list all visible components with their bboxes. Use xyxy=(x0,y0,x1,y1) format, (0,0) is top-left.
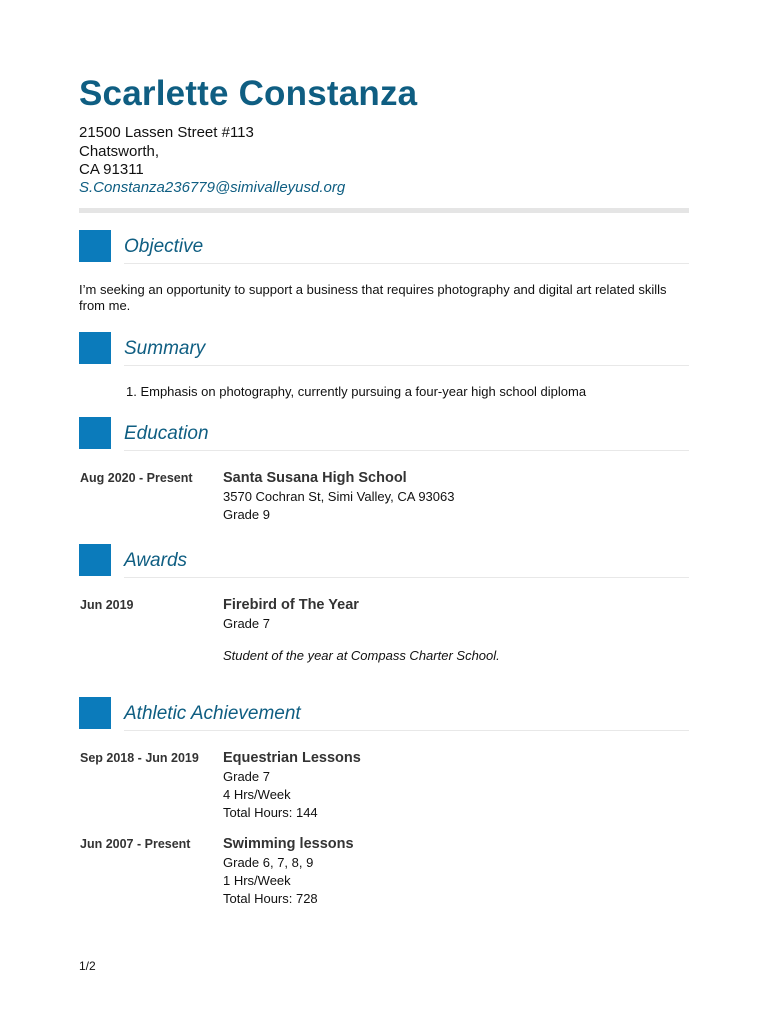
section-title: Education xyxy=(124,423,209,444)
section-marker xyxy=(79,697,111,729)
entry-title: Santa Susana High School xyxy=(223,470,407,486)
section-objective xyxy=(79,230,689,264)
section-title: Objective xyxy=(124,236,204,257)
entry-date: Jun 2007 - Present xyxy=(80,837,191,851)
entry-detail: Grade 7 xyxy=(223,769,270,784)
candidate-name: Scarlette Constanza xyxy=(79,74,418,113)
section-marker xyxy=(79,230,111,262)
entry-detail: 3570 Cochran St, Simi Valley, CA 93063 xyxy=(223,489,455,504)
entry-title: Firebird of The Year xyxy=(223,597,359,613)
entry-title: Equestrian Lessons xyxy=(223,750,361,766)
entry-detail: Grade 7 xyxy=(223,616,270,631)
section-marker xyxy=(79,544,111,576)
section-title: Summary xyxy=(124,338,206,359)
entry-detail: Total Hours: 144 xyxy=(223,805,318,820)
section-title: Athletic Achievement xyxy=(124,703,301,724)
section-divider xyxy=(124,365,689,366)
section-marker xyxy=(79,332,111,364)
section-divider xyxy=(124,263,689,264)
section-athletic xyxy=(79,697,689,731)
entry-detail: 1 Hrs/Week xyxy=(223,873,291,888)
section-title: Awards xyxy=(124,550,188,571)
entry-detail: Grade 9 xyxy=(223,507,270,522)
section-divider xyxy=(124,450,689,451)
address-line-2: Chatsworth, xyxy=(79,143,160,160)
entry-date: Jun 2019 xyxy=(80,598,134,612)
entry-note: Student of the year at Compass Charter School. xyxy=(223,648,500,663)
section-education xyxy=(79,417,689,451)
header-divider xyxy=(79,208,689,213)
section-summary xyxy=(79,332,689,366)
entry-detail: 4 Hrs/Week xyxy=(223,787,291,802)
page-number: 1/2 xyxy=(79,959,96,973)
objective-text: I’m seeking an opportunity to support a business that requires photography and digital art related skills from me. xyxy=(79,282,667,313)
email-link[interactable]: S.Constanza236779@simivalleyusd.org xyxy=(79,179,346,196)
section-divider xyxy=(124,730,689,731)
address-line-1: 21500 Lassen Street #113 xyxy=(79,124,254,141)
entry-detail: Total Hours: 728 xyxy=(223,891,318,906)
entry-date: Aug 2020 - Present xyxy=(80,471,193,485)
summary-item: 1. Emphasis on photography, currently pursuing a four-year high school diploma xyxy=(126,384,587,399)
address-line-3: CA 91311 xyxy=(79,161,144,178)
section-awards xyxy=(79,544,689,578)
entry-date: Sep 2018 - Jun 2019 xyxy=(80,751,199,765)
section-marker xyxy=(79,417,111,449)
entry-title: Swimming lessons xyxy=(223,836,354,852)
section-divider xyxy=(124,577,689,578)
entry-detail: Grade 6, 7, 8, 9 xyxy=(223,855,314,870)
